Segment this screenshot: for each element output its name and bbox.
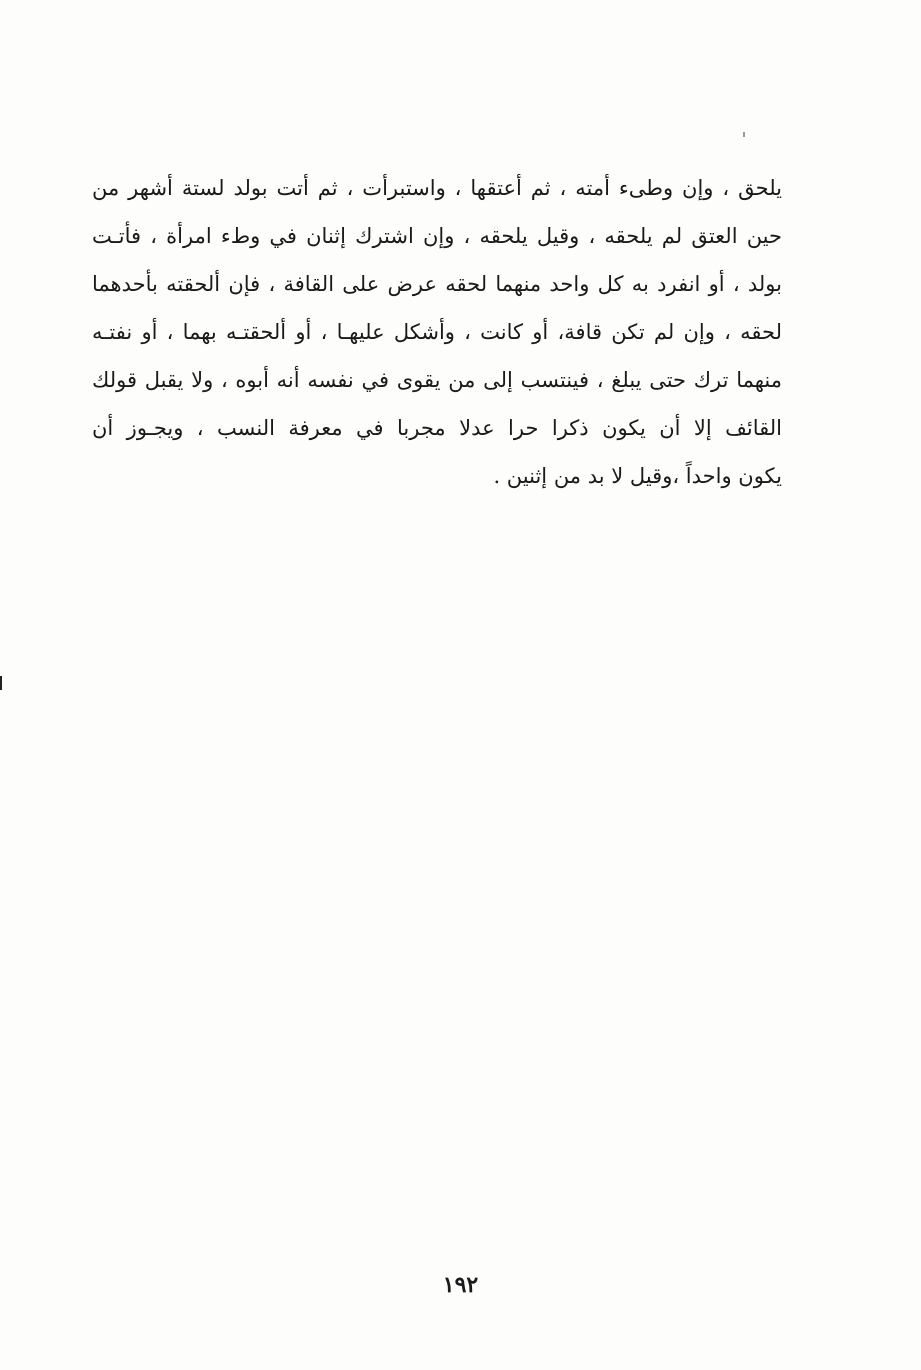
text-line: لحقه ، وإن لم تكن قافة، أو كانت ، وأشكل عليهـا ، أو ألحقتـه بهما ، أو نفتـه: [92, 320, 782, 344]
text-line: منهما ترك حتى يبلغ ، فينتسب إلى من يقوى في نفسه أنه أبوه ، ولا يقبل قولك: [92, 368, 782, 392]
text-line-last: يكون واحداً ،وقيل لا بد من إثنين .: [493, 464, 782, 488]
text-line: حين العتق لم يلحقه ، وقيل يلحقه ، وإن اشترك إثنان في وطء امرأة ، فأتـت: [92, 224, 782, 248]
text-line: بولد ، أو انفرد به كل واحد منهما لحقه عرض على القافة ، فإن ألحقته بأحدهما: [92, 272, 782, 296]
text-line: يلحق ، وإن وطىء أمته ، ثم أعتقها ، واستبرأت ، ثم أتت بولد لستة أشهر من: [92, 176, 782, 200]
text-line: القائف إلا أن يكون ذكرا حرا عدلا مجربا في معرفة النسب ، ويجـوز أن: [92, 416, 782, 440]
scan-edge-mark: [0, 676, 2, 690]
body-text: [92, 164, 782, 500]
page-number: ١٩٢: [442, 1272, 479, 1298]
ink-speck: [743, 132, 745, 137]
